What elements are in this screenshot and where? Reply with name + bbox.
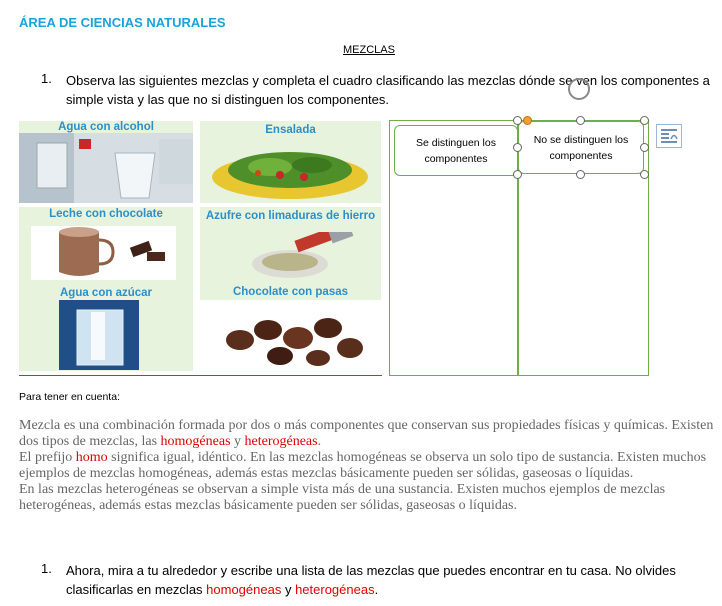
mixture-label: Agua con azúcar bbox=[59, 287, 153, 299]
note-text: y bbox=[230, 434, 245, 449]
divider-line bbox=[19, 375, 382, 376]
chocolate-pasas-photo bbox=[200, 300, 381, 371]
question-1-number: 1. bbox=[41, 71, 52, 86]
mixture-card-chocolate-pasas bbox=[200, 283, 381, 371]
resize-handle[interactable] bbox=[513, 116, 522, 125]
term-homo: homo bbox=[75, 450, 108, 465]
note-text: En las mezclas heterogéneas se observan a simple vista más de una sustancia. Existen muchos ejemplos de mezclas heterogéneas, además estas mezclas básicamente pueden ser sólidas, gaseosas o líquidas. bbox=[19, 482, 666, 513]
leche-chocolate-photo bbox=[19, 222, 193, 283]
question-1-text: Observa las siguientes mezclas y completa el cuadro clasificando las mezclas dónde se ven los componentes a simple vista y las que no si distinguen los componentes. bbox=[66, 73, 710, 107]
question-2-number: 1. bbox=[41, 561, 52, 576]
mixture-card-agua-azucar bbox=[19, 283, 193, 371]
area-title: ÁREA DE CIENCIAS NATURALES bbox=[19, 15, 226, 30]
ensalada-photo bbox=[200, 137, 381, 203]
note-text: . bbox=[317, 434, 322, 449]
agua-azucar-photo bbox=[19, 300, 193, 371]
note-paragraph bbox=[19, 418, 714, 514]
azufre-hierro-photo bbox=[200, 232, 381, 283]
note-title: Para tener en cuenta: bbox=[19, 391, 120, 403]
mixture-label: Leche con chocolate bbox=[49, 208, 163, 220]
resize-handle[interactable] bbox=[513, 143, 522, 152]
question-2-text-part: y bbox=[281, 582, 296, 597]
mixture-label: Chocolate con pasas bbox=[232, 286, 349, 298]
term-heterogeneas: heterogéneas bbox=[244, 434, 318, 449]
resize-handle[interactable] bbox=[576, 170, 585, 179]
question-2-text-part: . bbox=[374, 582, 379, 597]
resize-handle[interactable] bbox=[513, 170, 522, 179]
resize-handle[interactable] bbox=[640, 116, 649, 125]
resize-handle[interactable] bbox=[640, 170, 649, 179]
term-homogeneas: homogéneas bbox=[160, 434, 231, 449]
resize-handle[interactable] bbox=[576, 116, 585, 125]
header-distinguish[interactable] bbox=[394, 125, 518, 176]
mixture-card-leche-chocolate bbox=[19, 207, 193, 283]
agua-alcohol-photo bbox=[19, 133, 193, 203]
layout-options-icon[interactable] bbox=[656, 124, 682, 148]
question-2-text bbox=[66, 561, 716, 599]
note-text: El prefijo bbox=[19, 450, 76, 465]
mixture-card-azufre-hierro bbox=[200, 207, 381, 283]
mixture-card-agua-alcohol bbox=[19, 121, 193, 203]
term-homogeneas: homogéneas bbox=[206, 582, 282, 597]
mixture-label: Ensalada bbox=[265, 124, 316, 136]
mixture-label: Agua con alcohol bbox=[58, 121, 154, 133]
header-not-distinguish-label: No se distinguen los componentes bbox=[533, 133, 629, 162]
note-text: significa igual, idéntico. En las mezclas homogéneas se observa un solo tipo de sustancia. Existen muchos ejemplos de mezclas homogéneas, además estas mezclas básicamente pueden ser sólidas, gaseosas o líquidas. bbox=[19, 450, 707, 481]
header-distinguish-label: Se distinguen los componentes bbox=[416, 136, 496, 165]
adjust-handle[interactable] bbox=[523, 116, 532, 125]
question-2-text-part: Ahora, mira a tu alrededor y escribe una lista de las mezclas que puedes encontrar en tu casa. No olvides clasificarlas en mezclas bbox=[66, 563, 676, 597]
mixture-label: Azufre con limaduras de hierro bbox=[205, 210, 376, 222]
note-text: Mezcla es una combinación formada por dos o más componentes que conservan sus propiedades físicas y químicas. Existen dos tipos de mezclas, las bbox=[19, 418, 714, 449]
resize-handle[interactable] bbox=[640, 143, 649, 152]
term-heterogeneas: heterogéneas bbox=[295, 582, 375, 597]
mixture-card-ensalada bbox=[200, 121, 381, 203]
header-not-distinguish[interactable] bbox=[518, 121, 644, 174]
document-subtitle: MEZCLAS bbox=[343, 44, 395, 56]
rotate-handle-icon[interactable] bbox=[568, 78, 590, 100]
